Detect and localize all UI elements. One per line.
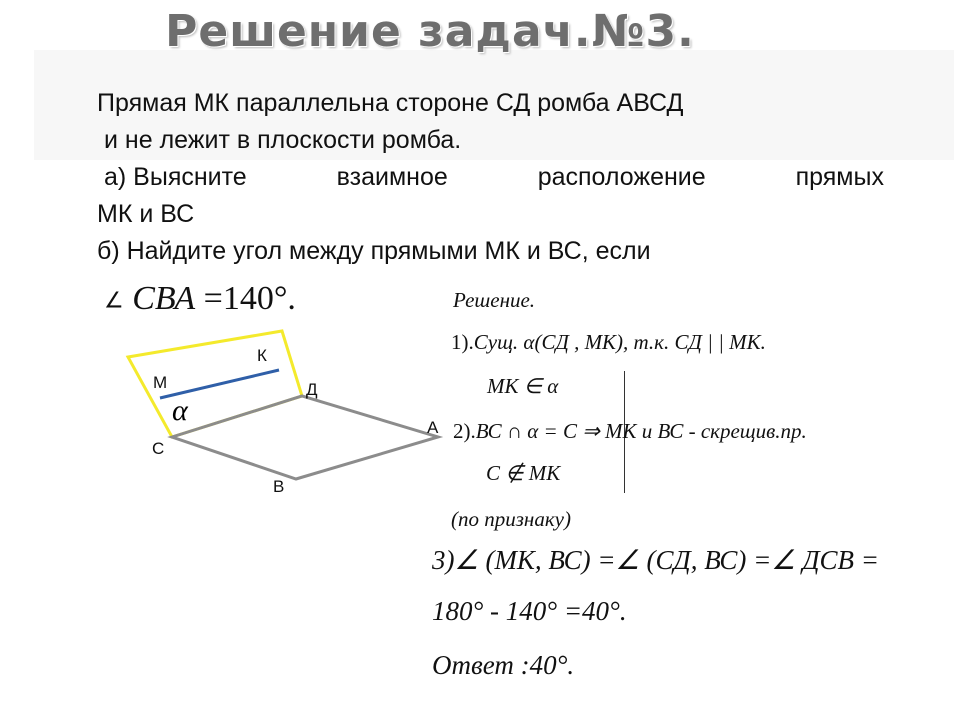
- step-text: Сущ. α(СД , МК), т.к. СД | | МК.: [473, 330, 766, 354]
- solution-step-2: [453, 419, 807, 444]
- problem-word: а) Выясните: [104, 163, 247, 191]
- problem-word: расположение: [537, 163, 706, 191]
- solution-step-3-calc: 180° - 140° =40°.: [432, 596, 627, 626]
- problem-line-1: Прямая МК параллельна стороне СД ромба АВСД: [97, 89, 684, 117]
- solution-step-3: 3)∠ (МК, ВС) =∠ (СД, ВС) =∠ ДСВ =: [432, 545, 879, 575]
- given-value: =140°.: [195, 280, 296, 317]
- point-label-d: Д: [306, 380, 318, 399]
- problem-word: прямых: [795, 163, 884, 191]
- problem-line-2: и не лежит в плоскости ромба.: [104, 126, 462, 154]
- point-label-b: В: [273, 477, 285, 496]
- page-title: Решение задач.№3.: [165, 6, 695, 57]
- problem-word: взаимное: [336, 163, 448, 191]
- angle-symbol: ∠: [104, 288, 124, 314]
- point-label-a: А: [427, 418, 439, 437]
- given-expression: СВА: [132, 280, 196, 317]
- problem-line-5: б) Найдите угол между прямыми МК и ВС, если: [97, 237, 651, 265]
- point-label-k: К: [257, 346, 267, 365]
- solution-heading: Решение.: [453, 288, 536, 312]
- step-number: 2).: [453, 419, 476, 443]
- solution-step-1: [451, 330, 766, 355]
- point-label-m: М: [153, 373, 168, 392]
- step-text: ВС ∩ α = С ⇒ МК и ВС - скрещив.пр.: [475, 419, 807, 443]
- point-label-c: С: [152, 439, 165, 458]
- problem-line-4: МК и ВС: [97, 200, 195, 228]
- step-number: 1).: [451, 330, 474, 354]
- solution-step-2b: С ∉ МК: [486, 461, 561, 485]
- answer: Ответ :40°.: [432, 650, 575, 680]
- solution-step-1b: МК ∈ α: [487, 374, 559, 398]
- alpha-label: α: [172, 394, 188, 427]
- solution-note: (по признаку): [451, 507, 571, 531]
- rhombus-abcd: [172, 396, 438, 479]
